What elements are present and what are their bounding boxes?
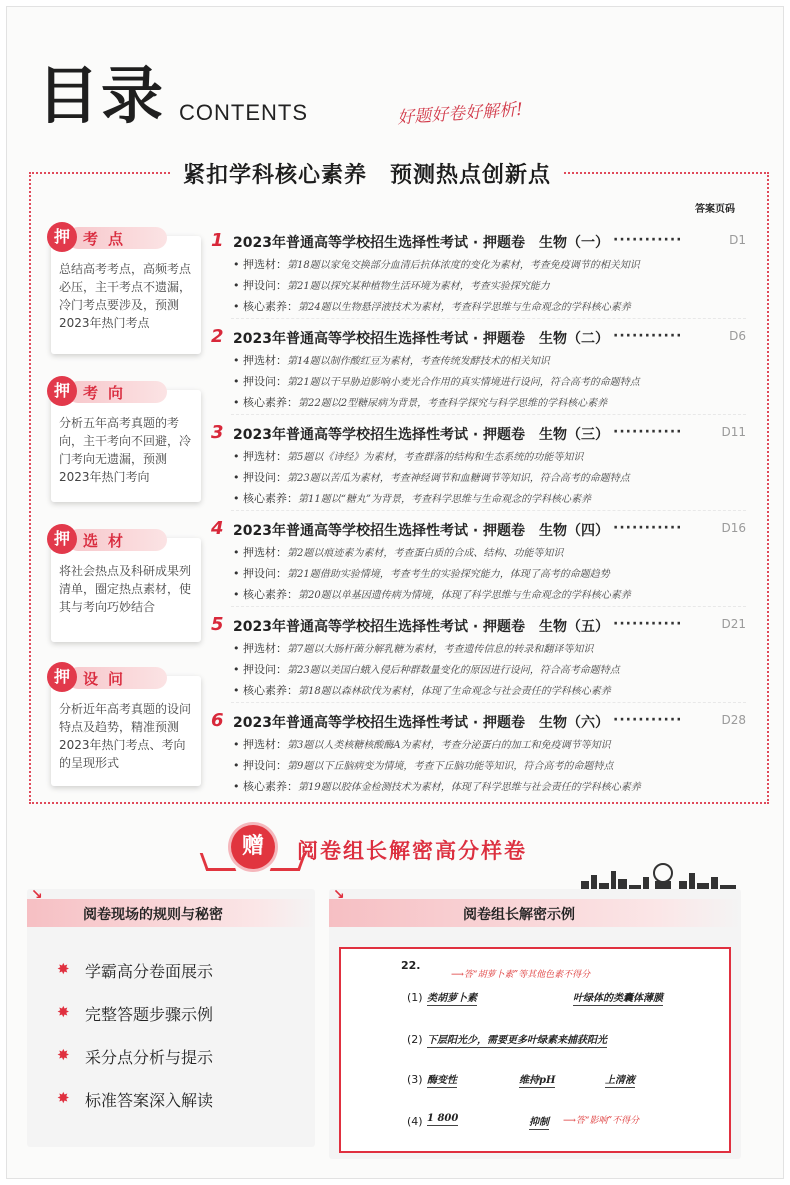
seal-icon: 押 [47,662,77,692]
exam-entry-3[interactable] [211,422,746,512]
exam-entry-4[interactable] [211,518,746,608]
leader-dots: ··········· [613,232,683,248]
bullet-shewen: • 押设问：第9题以下丘脑病变为情境，考查下丘脑功能等知识，符合高考的命题特点 [233,759,614,772]
exam-entry-1[interactable] [211,230,746,320]
bullet-xuancai: • 押选材：第7题以大肠杆菌分解乳糖为素材，考查遗传信息的转录和翻译等知识 [233,642,594,655]
feature-item: ✸ 学霸高分卷面展示 [57,960,214,981]
exam-entry-6[interactable] [211,710,746,800]
card-tag [47,376,167,406]
answer-3c: 上清液 [605,1071,635,1088]
bullet-shewen: • 押设问：第23题以美国白蛾入侵后种群数量变化的原因进行设问，符合高考命题特点 [233,663,620,676]
bullet-xuancai: • 押选材：第3题以人类核糖核酸酶A为素材，考查分泌蛋白的加工和免疫调节等知识 [233,738,611,751]
entry-title: 2023年普通高等学校招生选择性考试 · 押题卷 生物（一） [233,235,610,251]
example-panel [329,889,741,1159]
bullet-suyang: • 核心素养：第19题以胶体金检测技术为素材，体现了科学思维与社会责任的学科核心素养 [233,780,641,793]
section-title: 紧扣学科核心素养 预测热点创新点 [171,158,563,189]
entry-page: D28 [721,713,746,727]
answer-1a: 类胡萝卜素 [427,989,477,1006]
gift-badge-icon: 赠 [231,825,275,869]
gift-title: 阅卷组长解密高分样卷 [297,839,527,863]
entry-page: D21 [721,617,746,631]
side-card-xuancai [51,529,201,642]
leader-dots: ··········· [613,712,683,728]
bullet-suyang: • 核心素养：第18题以森林砍伐为素材，体现了生命观念与社会责任的学科核心素养 [233,684,611,697]
side-card-shewen [51,667,201,786]
entry-number: 6 [211,710,224,731]
page [6,6,784,1179]
card-tag [47,662,167,692]
grader-note: ⟶答“影响”不得分 [563,1116,640,1126]
card-text: 将社会热点及科研成果列清单，圈定热点素材，使其与考向巧妙结合 [59,564,192,614]
ribbon-left [200,853,237,871]
answer-sheet: 22. ⟶答“胡萝卜素”等其他色素不得分 (1) 类胡萝卜素 叶绿体的类囊体薄膜 (2) 下层阳光少，需要更多叶绿素来捕获阳光 (3) 酶变性 维持pH 上清液 (4) 1 800 抑制 ⟶答“影响”不得分 [339,947,731,1153]
answer-page-label: 答案页码 [695,204,735,215]
card-tag-label: 选材 [83,532,134,550]
panel-title: 阅卷组长解密示例 [463,907,575,923]
arrow-icon: ↘ [333,887,345,903]
entry-title: 2023年普通高等学校招生选择性考试 · 押题卷 生物（四） [233,523,610,539]
bullet-xuancai: • 押选材：第18题以家兔交换部分血清后抗体浓度的变化为素材，考查免疫调节的相关知识 [233,258,640,271]
bullet-shewen: • 押设问：第23题以苦瓜为素材，考查神经调节和血糖调节等知识，符合高考的命题特点 [233,471,630,484]
entry-title: 2023年普通高等学校招生选择性考试 · 押题卷 生物（二） [233,331,610,347]
seal-icon: 押 [47,376,77,406]
card-tag [47,222,167,252]
card-tag [47,524,167,554]
entry-number: 3 [211,422,224,443]
feature-item: ✸ 标准答案深入解读 [57,1089,214,1110]
side-card-kaoxiang [51,381,201,502]
rules-panel [27,889,315,1147]
answer-3b: 维持pH [519,1071,555,1088]
entry-page: D11 [721,425,746,439]
bullet-suyang: • 核心素养：第20题以单基因遗传病为情境，体现了科学思维与生命观念的学科核心素养 [233,588,631,601]
card-text: 分析近年高考真题的设问特点及趋势，精准预测2023年热门考点、考向的呈现形式 [59,702,192,770]
card-tag-label: 考点 [83,230,134,248]
card-text: 总结高考考点，高频考点必压，主干考点不遗漏，冷门考点要涉及，预测2023年热门考点 [59,262,192,330]
arrow-icon: ↘ [31,887,43,903]
answer-4b: 抑制 [529,1113,549,1130]
answer-2: 下层阳光少，需要更多叶绿素来捕获阳光 [427,1031,607,1048]
page-subtitle: CONTENTS [179,100,308,125]
entry-number: 1 [211,230,224,251]
contents-box [29,163,769,804]
seal-icon: 押 [47,222,77,252]
exam-entry-5[interactable] [211,614,746,704]
answer-3a: 酶变性 [427,1071,457,1088]
entry-title: 2023年普通高等学校招生选择性考试 · 押题卷 生物（三） [233,427,610,443]
bullet-xuancai: • 押选材：第14题以制作酸红豆为素材，考查传统发酵技术的相关知识 [233,354,550,367]
answer-1b: 叶绿体的类囊体薄膜 [573,989,663,1006]
entry-page: D16 [721,521,746,535]
bullet-suyang: • 核心素养：第24题以生物悬浮液技术为素材，考查科学思维与生命观念的学科核心素养 [233,300,631,313]
answer-4a: 1 800 [427,1113,459,1124]
entry-number: 2 [211,326,224,347]
bullet-shewen: • 押设问：第21题以探究某种植物生活环境为素材，考查实验探究能力 [233,279,550,292]
entry-page: D1 [729,233,746,247]
panel-title: 阅卷现场的规则与秘密 [83,907,223,923]
bullet-suyang: • 核心素养：第11题以“糖丸”为背景，考查科学思维与生命观念的学科核心素养 [233,492,591,505]
grader-note: ⟶答“胡萝卜素”等其他色素不得分 [451,970,591,980]
card-tag-label: 设问 [83,670,134,688]
bullet-xuancai: • 押选材：第5题以《诗经》为素材，考查群落的结构和生态系统的功能等知识 [233,450,584,463]
red-bullet-icon: ✸ [57,960,70,978]
question-number: 22. [401,959,421,972]
entry-title: 2023年普通高等学校招生选择性考试 · 押题卷 生物（六） [233,715,610,731]
side-card-kaodian [51,227,201,354]
feature-item: ✸ 采分点分析与提示 [57,1046,214,1067]
bullet-shewen: • 押设问：第21题借助实验情境，考查考生的实验探究能力，体现了高考的命题趋势 [233,567,610,580]
bullet-xuancai: • 押选材：第2题以痕迹素为素材，考查蛋白质的合成、结构、功能等知识 [233,546,564,559]
entry-page: D6 [729,329,746,343]
bullet-shewen: • 押设问：第21题以干旱胁迫影响小麦光合作用的真实情境进行设问，符合高考的命题特点 [233,375,640,388]
card-tag-label: 考向 [83,384,134,402]
entry-title: 2023年普通高等学校招生选择性考试 · 押题卷 生物（五） [233,619,610,635]
leader-dots: ··········· [613,520,683,536]
page-title: 目录 [37,59,166,132]
feature-item: ✸ 完整答题步骤示例 [57,1003,214,1024]
red-bullet-icon: ✸ [57,1089,70,1107]
entry-number: 5 [211,614,224,635]
exam-entry-2[interactable] [211,326,746,416]
bullet-suyang: • 核心素养：第22题以2型糖尿病为背景，考查科学探究与科学思维的学科核心素养 [233,396,608,409]
card-text: 分析五年高考真题的考向，主干考向不回避，冷门考向无遗漏，预测2023年热门考向 [59,416,192,484]
handwritten-slogan: 好题好卷好解析! [396,99,524,129]
red-bullet-icon: ✸ [57,1046,70,1064]
red-bullet-icon: ✸ [57,1003,70,1021]
entry-number: 4 [211,518,224,539]
seal-icon: 押 [47,524,77,554]
leader-dots: ··········· [613,616,683,632]
leader-dots: ··········· [613,328,683,344]
leader-dots: ··········· [613,424,683,440]
